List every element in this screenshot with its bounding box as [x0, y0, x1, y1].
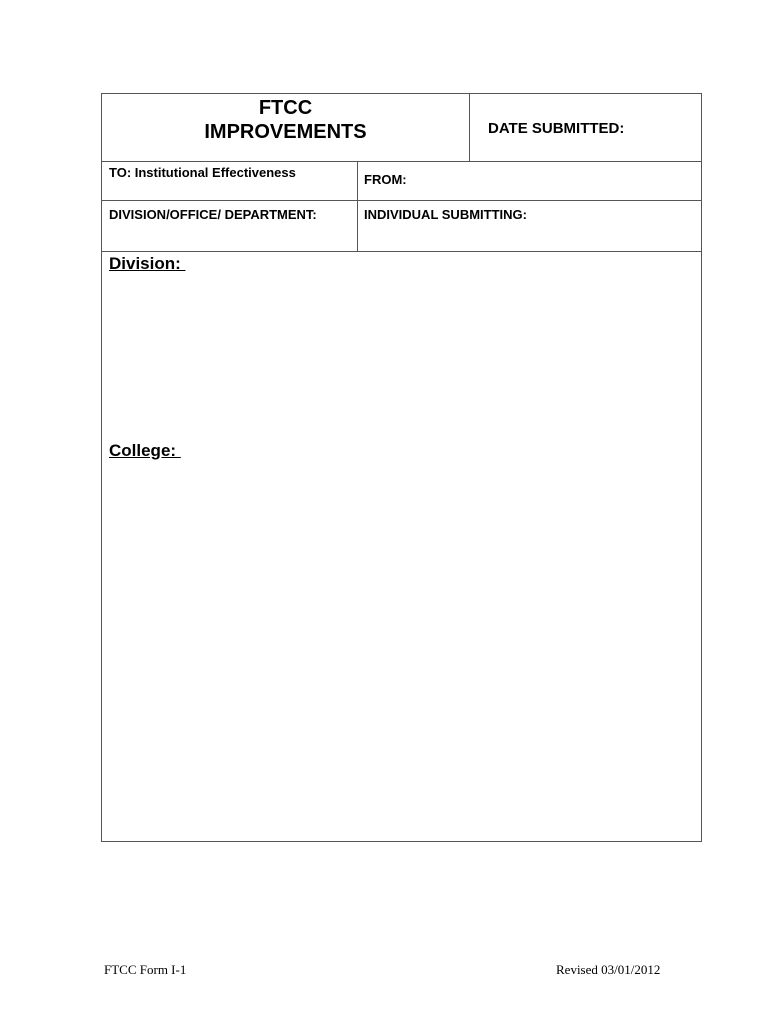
- from-field[interactable]: [357, 161, 703, 200]
- form-title-line-1: FTCC: [258, 97, 313, 119]
- to-label: TO: Institutional Effectiveness: [109, 165, 296, 180]
- date-submitted-label: DATE SUBMITTED:: [488, 120, 625, 137]
- improvements-form: [101, 93, 702, 842]
- department-row: [102, 200, 701, 252]
- form-title: [102, 94, 470, 161]
- footer-revised-date: Revised 03/01/2012: [556, 962, 661, 977]
- footer-form-id: FTCC Form I-1: [104, 962, 187, 977]
- individual-submitting-field[interactable]: [357, 200, 703, 251]
- individual-submitting-label: INDIVIDUAL SUBMITTING:: [364, 207, 527, 222]
- form-header-row: [102, 94, 701, 162]
- form-title-line-2: IMPROVEMENTS: [204, 121, 367, 143]
- division-heading: Division:: [109, 254, 186, 273]
- to-from-row: [102, 161, 701, 201]
- college-heading: College:: [109, 441, 181, 460]
- division-office-department-label: DIVISION/OFFICE/ DEPARTMENT:: [109, 207, 317, 222]
- from-label: FROM:: [364, 172, 407, 187]
